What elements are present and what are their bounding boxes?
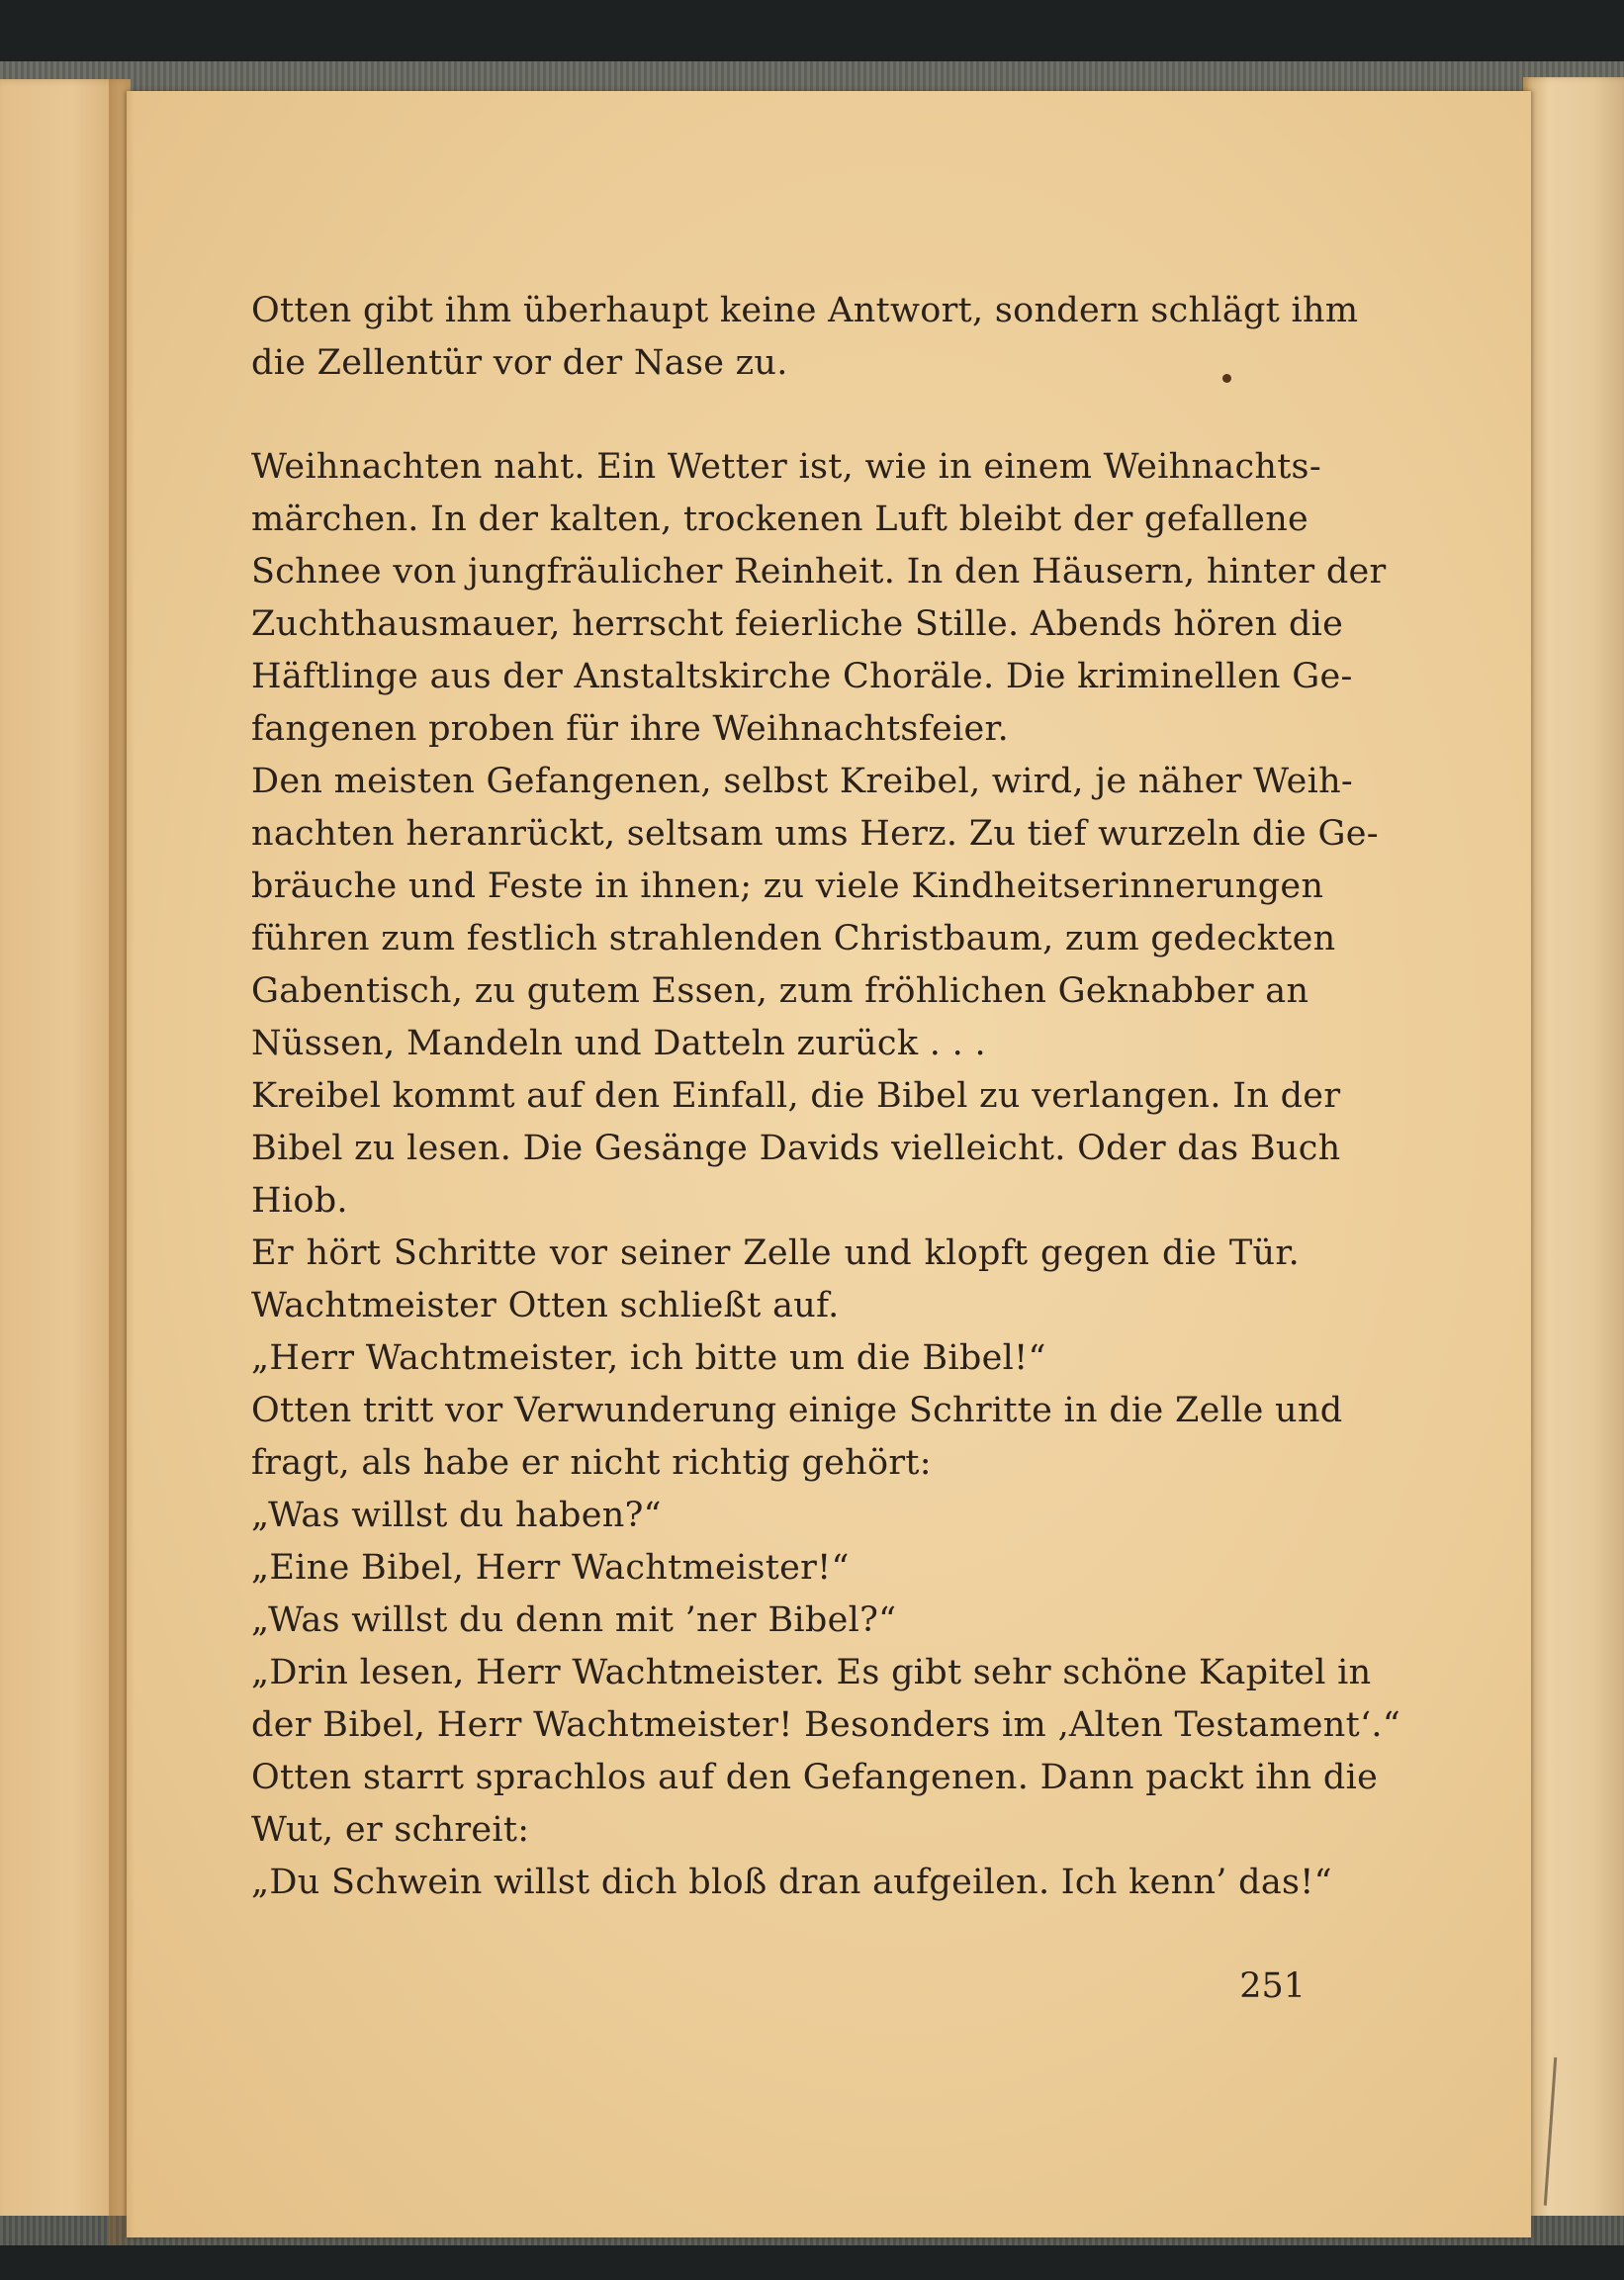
text-line: „Eine Bibel, Herr Wachtmeister!“ bbox=[251, 1548, 850, 1588]
text-line: märchen. In der kalten, trockenen Luft bleibt der gefallene bbox=[251, 500, 1309, 539]
text-line: Otten gibt ihm überhaupt keine Antwort, sondern schlägt ihm bbox=[251, 291, 1359, 330]
section-break bbox=[251, 390, 1300, 441]
text-line: Gabentisch, zu gutem Essen, zum fröhlichen Geknabber an bbox=[251, 971, 1309, 1011]
page-gutter-shadow bbox=[109, 79, 135, 2245]
text-line: Wut, er schreit: bbox=[251, 1810, 530, 1850]
text-line: Wachtmeister Otten schließt auf. bbox=[251, 1286, 840, 1325]
text-line: führen zum festlich strahlenden Christbaum, zum gedeckten bbox=[251, 919, 1336, 958]
text-line: Nüssen, Mandeln und Datteln zurück . . . bbox=[251, 1024, 986, 1063]
text-line: fangenen proben für ihre Weihnachtsfeier. bbox=[251, 709, 1010, 749]
text-line: die Zellentür vor der Nase zu. bbox=[251, 343, 788, 383]
text-line: der Bibel, Herr Wachtmeister! Besonders im ‚Alten Testament‘.“ bbox=[251, 1705, 1401, 1745]
text-line: fragt, als habe er nicht richtig gehört: bbox=[251, 1443, 932, 1483]
page-number: 251 bbox=[1239, 1966, 1306, 2006]
text-line: „Du Schwein willst dich bloß dran aufgeilen. Ich kenn’ das!“ bbox=[251, 1863, 1332, 1902]
text-line: „Drin lesen, Herr Wachtmeister. Es gibt sehr schöne Kapitel in bbox=[251, 1653, 1372, 1692]
text-line: Hiob. bbox=[251, 1181, 348, 1221]
text-line: „Herr Wachtmeister, ich bitte um die Bibel!“ bbox=[251, 1338, 1046, 1378]
text-line: Otten tritt vor Verwunderung einige Schritte in die Zelle und bbox=[251, 1391, 1343, 1430]
text-line: Häftlinge aus der Anstaltskirche Choräle. Die kriminellen Ge- bbox=[251, 657, 1353, 696]
page-text bbox=[251, 285, 1401, 1909]
text-line: „Was willst du denn mit ’ner Bibel?“ bbox=[251, 1600, 897, 1640]
right-page-edge bbox=[1523, 77, 1624, 2243]
text-line: Den meisten Gefangenen, selbst Kreibel, wird, je näher Weih- bbox=[251, 762, 1354, 801]
text-line: Otten starrt sprachlos auf den Gefangenen. Dann packt ihn die bbox=[251, 1758, 1379, 1797]
text-line: Bibel zu lesen. Die Gesänge Davids vielleicht. Oder das Buch bbox=[251, 1129, 1341, 1168]
text-line: „Was willst du haben?“ bbox=[251, 1496, 662, 1535]
text-line: Kreibel kommt auf den Einfall, die Bibel zu verlangen. In der bbox=[251, 1076, 1341, 1116]
text-line: Zuchthausmauer, herrscht feierliche Stille. Abends hören die bbox=[251, 604, 1344, 644]
text-line: Weihnachten naht. Ein Wetter ist, wie in einem Weihnachts- bbox=[251, 447, 1321, 487]
text-line: bräuche und Feste in ihnen; zu viele Kindheitserinnerungen bbox=[251, 866, 1324, 906]
text-line: nachten heranrückt, seltsam ums Herz. Zu tief wurzeln die Ge- bbox=[251, 814, 1379, 854]
text-line: Er hört Schritte vor seiner Zelle und klopft gegen die Tür. bbox=[251, 1233, 1300, 1273]
text-line: Schnee von jungfräulicher Reinheit. In den Häusern, hinter der bbox=[251, 552, 1387, 592]
